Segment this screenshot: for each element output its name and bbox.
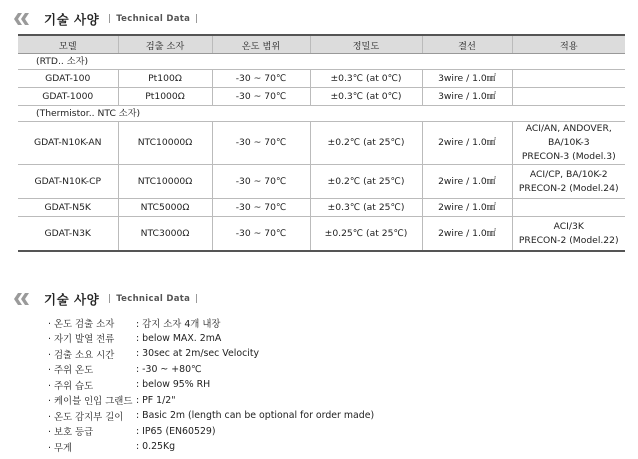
spec-label: · 자기 발열 전류 <box>48 334 115 346</box>
list-item <box>48 439 374 455</box>
cell-model: GDAT-N5K <box>18 199 118 217</box>
list-item <box>48 393 374 409</box>
spec-label: · 온도 검출 소자 <box>48 318 115 330</box>
spec-value: : IP65 (EN60529) <box>136 425 216 437</box>
cell-wiring: 2wire / 1.0㎟ <box>422 217 512 252</box>
cell-temp-range: -30 ~ 70℃ <box>212 70 310 88</box>
spec-value: : PF 1/2" <box>136 394 176 406</box>
spec-value: : 30sec at 2m/sec Velocity <box>136 348 260 360</box>
col-header-temp-range: 온도 범위 <box>212 35 310 54</box>
cell-accuracy: ±0.2℃ (at 25℃) <box>310 122 422 165</box>
table-row <box>18 122 625 165</box>
table-row <box>18 88 625 106</box>
cell-sensor: NTC3000Ω <box>118 217 212 252</box>
cell-temp-range: -30 ~ 70℃ <box>212 122 310 165</box>
table-group-row <box>18 106 625 122</box>
spec-label: · 주위 온도 <box>48 365 94 377</box>
spec-label: · 보호 등급 <box>48 427 94 439</box>
cell-sensor: Pt1000Ω <box>118 88 212 106</box>
col-header-model: 모델 <box>18 35 118 54</box>
application-line: PRECON-2 (Model.22) <box>518 234 619 246</box>
group-label-rtd: (RTD.. 소자) <box>18 54 625 70</box>
col-header-wiring: 결선 <box>422 35 512 54</box>
table-header-row <box>18 35 625 54</box>
spec-label: · 주위 습도 <box>48 380 94 392</box>
cell-wiring: 2wire / 1.0㎟ <box>422 199 512 217</box>
cell-model: GDAT-N10K-CP <box>18 165 118 199</box>
section-subtitle: Technical Data <box>116 14 191 24</box>
cell-application <box>512 122 625 165</box>
table-row <box>18 217 625 252</box>
section-header-technical-data <box>14 289 198 309</box>
table-group-row <box>18 54 625 70</box>
cell-wiring: 2wire / 1.0㎟ <box>422 165 512 199</box>
separator: | <box>108 14 112 24</box>
spec-value: : Basic 2m (length can be optional for order made) <box>136 410 375 422</box>
cell-wiring: 3wire / 1.0㎟ <box>422 88 512 106</box>
cell-model: GDAT-N10K-AN <box>18 122 118 165</box>
cell-temp-range: -30 ~ 70℃ <box>212 217 310 252</box>
double-chevron-left-icon <box>14 13 36 25</box>
separator: | <box>195 294 199 304</box>
table-row <box>18 70 625 88</box>
spec-label: · 케이블 인입 그랜드 <box>48 396 133 408</box>
spec-value: : below MAX. 2mA <box>136 332 222 344</box>
cell-application <box>512 199 625 217</box>
cell-temp-range: -30 ~ 70℃ <box>212 199 310 217</box>
double-chevron-left-icon <box>14 293 36 305</box>
application-line: ACI/3K <box>553 220 584 232</box>
cell-wiring: 2wire / 1.0㎟ <box>422 122 512 165</box>
list-item <box>48 346 374 362</box>
cell-accuracy: ±0.3℃ (at 25℃) <box>310 199 422 217</box>
section-subtitle: Technical Data <box>116 294 191 304</box>
cell-application <box>512 217 625 252</box>
col-header-accuracy: 정밀도 <box>310 35 422 54</box>
cell-sensor: NTC10000Ω <box>118 122 212 165</box>
spec-table <box>18 34 625 252</box>
list-item <box>48 408 374 424</box>
cell-application <box>512 165 625 199</box>
application-line: PRECON-3 (Model.3) <box>521 151 616 162</box>
application-line: PRECON-2 (Model.24) <box>518 182 619 194</box>
application-line: ACI/CP, BA/10K-2 <box>529 168 608 180</box>
cell-accuracy: ±0.25℃ (at 25℃) <box>310 217 422 252</box>
cell-accuracy: ±0.3℃ (at 0℃) <box>310 70 422 88</box>
cell-sensor: NTC10000Ω <box>118 165 212 199</box>
col-header-sensor: 검출 소자 <box>118 35 212 54</box>
group-label-thermistor: (Thermistor.. NTC 소자) <box>18 106 625 122</box>
spec-list <box>48 315 374 455</box>
list-item <box>48 377 374 393</box>
spec-value: : 0.25Kg <box>136 441 176 453</box>
list-item <box>48 315 374 331</box>
table-row <box>18 199 625 217</box>
cell-accuracy: ±0.2℃ (at 25℃) <box>310 165 422 199</box>
cell-application <box>512 88 625 106</box>
spec-value: : below 95% RH <box>136 379 211 391</box>
section-title: 기술 사양 <box>44 12 100 27</box>
list-item <box>48 362 374 378</box>
spec-label: · 무게 <box>48 442 73 454</box>
cell-application <box>512 70 625 88</box>
spec-value: : 감지 소자 4개 내장 <box>136 318 221 330</box>
cell-temp-range: -30 ~ 70℃ <box>212 165 310 199</box>
spec-label: · 온도 감지부 길이 <box>48 411 124 423</box>
cell-accuracy: ±0.3℃ (at 0℃) <box>310 88 422 106</box>
section-title: 기술 사양 <box>44 292 100 307</box>
cell-model: GDAT-N3K <box>18 217 118 252</box>
list-item <box>48 331 374 347</box>
table-row <box>18 165 625 199</box>
cell-model: GDAT-1000 <box>18 88 118 106</box>
application-line: ACI/AN, ANDOVER, BA/10K-3 <box>525 123 612 148</box>
col-header-application: 적용 <box>512 35 625 54</box>
cell-temp-range: -30 ~ 70℃ <box>212 88 310 106</box>
separator: | <box>108 294 112 304</box>
cell-sensor: NTC5000Ω <box>118 199 212 217</box>
cell-sensor: Pt100Ω <box>118 70 212 88</box>
section-header-technical-data <box>14 9 198 29</box>
spec-label: · 검출 소요 시간 <box>48 349 115 361</box>
cell-wiring: 3wire / 1.0㎟ <box>422 70 512 88</box>
separator: | <box>195 14 199 24</box>
list-item <box>48 424 374 440</box>
cell-model: GDAT-100 <box>18 70 118 88</box>
spec-value: : -30 ~ +80℃ <box>136 363 202 375</box>
